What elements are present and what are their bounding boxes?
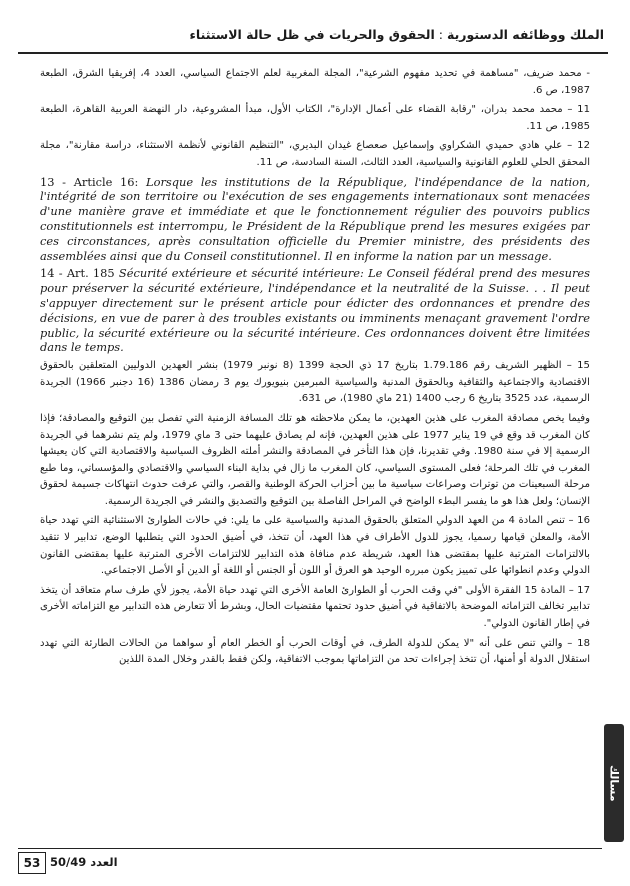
- footnote-13: [40, 175, 590, 264]
- footnote-16: 16 – تنص المادة 4 من العهد الدولي المتعلق بالحقوق المدنية والسياسية على ما يلي: في حالات الطوارئ الاستثنائية التي تهدد حياة الأمة، والمعلن قيامها رسميا، يجوز للدول الأطراف في هذا العهد، أن تتخذ، في أضيق الحدود التي يتطلبها الوضع، تدابير لا تتقيد بالالتزامات المترتبة عليها بمقتضى هذا العهد، شريطة عدم منافاة هذه التدابير للالتزامات الأخرى المترتبة عليها بمقتضى القانون الدولي وعدم انطوائها على تمييز يكون مبرره الوحيد هو العرق أو اللون أو الجنس أو اللغة أو الدين أو الأصل الاجتماعي.: [40, 515, 590, 577]
- footnote-15-commentary: وفيما يخص مصادقة المغرب على هذين العهدين، ما يمكن ملاحظته هو تلك المسافة الزمنية التي تفصل بين التوقيع والمصادقة؛ فإذا كان المغرب قد وقع في 19 يناير 1977 على هذين العهدين، فإنه لم يصادق عليهما حتى 3 ماي 1979، ولم يتم نشرهما في الجريدة الرسمية إلا في سنة 1980. وفي تقديرنا، فإن هذا التأخر في المصادقة والنشر أملته الظروف السياسية والاقتصادية التي كان يعيشها المغرب في تلك المرحلة؛ فعلى المستوى السياسي، كان المغرب ما زال في بداية البناء السياسي والاقتصادي والمؤسساتي، وما طبع مرحلة السبعينات من توترات وصراعات سياسية ما بين أحزاب الحركة الوطنية والقصر، والتي عرفت حدوث انتهاكات جسيمة لحقوق الإنسان؛ ولعل هذا هو ما يفسر البطء الواضح في المراحل الفاصلة بين التوقيع والتصديق والنشر في الجريدة الرسمية.: [40, 412, 590, 507]
- issue-value: 50/49: [50, 855, 87, 869]
- footnote-15: 15 – الظهير الشريف رقم 1.79.186 بتاريخ 17 ذي الحجة 1399 (8 نونبر 1979) بنشر العهدين الدوليين المتعلقين بالحقوق الاقتصادية والاجتماعية والثقافية وبالحقوق المدنية والسياسية المبرمين بنيويورك يوم 3 رمضان 1386 (16 دجنبر 1966) الجريدة الرسمية، عدد 3525 بتاريخ 6 رجب 1400 (21 ماي 1980)، ص 631.: [40, 360, 590, 405]
- running-header: [190, 27, 604, 42]
- header-right-part: الحقوق والحريات في ظل حالة الاستثناء: [189, 27, 435, 42]
- journal-side-tab: مسالك: [604, 724, 624, 842]
- page-number: 53: [18, 852, 46, 874]
- header-separator: :: [438, 27, 444, 42]
- footnote-14-text: Sécurité extérieure et sécurité intérieure: Le Conseil fédéral prend des mesures pour préserver la sécurité extérieure, l'indépendance et la neutralité de la Suisse. . . Il peut s'appuyer directement sur le présent article pour édicter des ordonnances et prendre des décisions, en vue de parer à des troubles existants ou imminents menaçant gravement l'ordre public, la sécurité extérieure ou la sécurité intérieure. Ces ordonnances doivent être limitées dans le temps.: [40, 266, 590, 355]
- issue-label: العدد: [90, 855, 118, 869]
- footnote-14: [40, 266, 590, 355]
- footnote-13-number: 13 - Article 16:: [40, 174, 139, 189]
- footnote-13-text: Lorsque les institutions de la République, l'indépendance de la nation, l'intégrité de son territoire ou l'exécution de ses engagements internationaux sont menacées d'une manière grave et immédiate et que le fonctionnement régulier des pouvoirs publics constitutionnels est interrompu, le Président de la République prend les mesures exigées par ces circonstances, après consultation officielle du Premier ministre, des présidents des assemblées ainsi que du Conseil constitutionnel. Il en informe la nation par un message.: [40, 174, 590, 263]
- issue-number: [50, 855, 118, 869]
- footnote-11: 11 – محمد محمد بدران، "رقابة القضاء على أعمال الإدارة"، الكتاب الأول، مبدأ المشروعية، دار النهضة العربية القاهرة، الطبعة 1985، ص 11.: [40, 104, 590, 132]
- footnotes-body: [40, 66, 590, 834]
- footnote-14-number: 14 - Art. 185: [40, 266, 115, 281]
- footer-rule: [18, 848, 602, 849]
- footnote-10: - محمد ضريف، "مساهمة في تحديد مفهوم الشرعية"، المجلة المغربية لعلم الاجتماع السياسي، العدد 4، إفريقيا الشرق، الطبعة 1987، ص 6.: [40, 68, 590, 96]
- footnote-12: 12 – علي هادي حميدي الشكراوي وإسماعيل صعصاع غيدان البديري، "التنظيم القانوني لأنظمة الاستثناء، دراسة مقارنة"، مجلة المحقق الحلي للعلوم القانونية والسياسية، العدد الثالث، السنة السادسة، ص 11.: [40, 140, 590, 168]
- header-left-part: الملك ووظائفه الدستورية: [447, 27, 604, 42]
- footnote-17: 17 – المادة 15 الفقرة الأولى "في وقت الحرب أو الطوارئ العامة الأخرى التي تهدد حياة الأمة، يجوز لأي طرف سام متعاقد أن يتخذ تدابير تخالف التزاماته الموضحة بالاتفاقية في أضيق حدود تحتمها مقتضيات الحال، وبشرط ألا تتعارض هذه التدابير مع التزاماته الأخرى في إطار القانون الدولي".: [40, 584, 590, 630]
- footnote-18: 18 – والتي تنص على أنه "لا يمكن للدولة الطرف، في أوقات الحرب أو الخطر العام أو سواهما من الحالات الطارئة التي تهدد استقلال الدولة أو أمنها، أن تتخذ إجراءات تحد من التزاماتها بموجب الاتفاقية، ولكن فقط بالقدر وخلال المدة اللذين: [40, 637, 590, 666]
